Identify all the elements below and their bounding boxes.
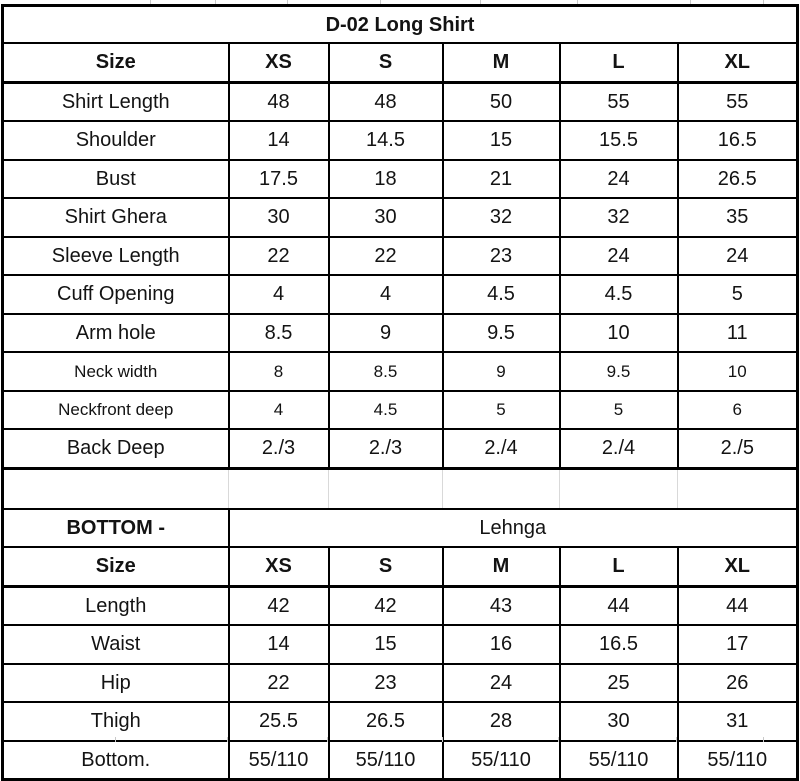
measurement-value: 26.5 <box>678 160 798 199</box>
size-col-xl: XL <box>678 43 798 82</box>
measurement-value: 32 <box>560 198 678 237</box>
measurement-label: Back Deep <box>3 429 229 468</box>
measurement-label: Neckfront deep <box>3 391 229 430</box>
measurement-value: 4.5 <box>443 275 560 314</box>
measurement-label: Shoulder <box>3 121 229 160</box>
measurement-value: 25 <box>560 664 678 703</box>
measurement-value: 30 <box>560 702 678 741</box>
size-chart-table <box>1 4 799 781</box>
size-col-m: M <box>443 43 560 82</box>
measurement-value: 4.5 <box>329 391 443 430</box>
size-header-label: Size <box>3 43 229 82</box>
measurement-value: 9.5 <box>443 314 560 353</box>
measurement-value: 30 <box>329 198 443 237</box>
measurement-value: 11 <box>678 314 798 353</box>
measurement-value: 55/110 <box>560 741 678 780</box>
measurement-label: Sleeve Length <box>3 237 229 276</box>
size-col-xl: XL <box>678 547 798 586</box>
measurement-value: 8.5 <box>229 314 329 353</box>
measurement-value: 4 <box>329 275 443 314</box>
measurement-label: Cuff Opening <box>3 275 229 314</box>
measurement-label: Waist <box>3 625 229 664</box>
measurement-value: 23 <box>329 664 443 703</box>
measurement-value: 35 <box>678 198 798 237</box>
measurement-value: 30 <box>229 198 329 237</box>
table-row <box>3 160 798 199</box>
measurement-value: 9 <box>443 352 560 391</box>
measurement-value: 28 <box>443 702 560 741</box>
measurement-value: 23 <box>443 237 560 276</box>
measurement-value: 4 <box>229 275 329 314</box>
measurement-value: 50 <box>443 82 560 121</box>
measurement-label: Thigh <box>3 702 229 741</box>
measurement-label: Bust <box>3 160 229 199</box>
table-row <box>3 82 798 121</box>
table-row <box>3 741 798 780</box>
measurement-value: 9.5 <box>560 352 678 391</box>
measurement-value: 16.5 <box>678 121 798 160</box>
measurement-value: 17 <box>678 625 798 664</box>
measurement-label: Shirt Length <box>3 82 229 121</box>
measurement-value: 44 <box>560 586 678 625</box>
measurement-value: 2./3 <box>329 429 443 468</box>
empty-cell <box>329 468 443 509</box>
empty-cell <box>678 468 798 509</box>
table-row <box>3 237 798 276</box>
measurement-value: 43 <box>443 586 560 625</box>
size-col-m: M <box>443 547 560 586</box>
measurement-value: 25.5 <box>229 702 329 741</box>
table-row <box>3 198 798 237</box>
measurement-value: 16.5 <box>560 625 678 664</box>
measurement-value: 55 <box>560 82 678 121</box>
measurement-value: 4.5 <box>560 275 678 314</box>
measurement-value: 6 <box>678 391 798 430</box>
measurement-value: 2./4 <box>560 429 678 468</box>
measurement-value: 48 <box>229 82 329 121</box>
empty-cell <box>229 468 329 509</box>
measurement-value: 5 <box>443 391 560 430</box>
size-col-s: S <box>329 547 443 586</box>
chart-title: D-02 Long Shirt <box>3 6 798 44</box>
size-col-l: L <box>560 547 678 586</box>
measurement-value: 14.5 <box>329 121 443 160</box>
measurement-value: 24 <box>678 237 798 276</box>
measurement-value: 26.5 <box>329 702 443 741</box>
table-row <box>3 352 798 391</box>
table-row <box>3 314 798 353</box>
measurement-value: 55 <box>678 82 798 121</box>
bottom-size-header-row <box>3 547 798 586</box>
empty-cell <box>560 468 678 509</box>
shirt-size-header-row <box>3 43 798 82</box>
measurement-value: 17.5 <box>229 160 329 199</box>
measurement-value: 10 <box>560 314 678 353</box>
measurement-label: Shirt Ghera <box>3 198 229 237</box>
measurement-value: 55/110 <box>443 741 560 780</box>
measurement-label: Length <box>3 586 229 625</box>
bottom-garment-name: Lehnga <box>229 509 798 548</box>
measurement-value: 5 <box>560 391 678 430</box>
measurement-label: Hip <box>3 664 229 703</box>
measurement-label: Neck width <box>3 352 229 391</box>
table-row <box>3 429 798 468</box>
bottom-section-label: BOTTOM - <box>3 509 229 548</box>
measurement-value: 2./4 <box>443 429 560 468</box>
measurement-value: 16 <box>443 625 560 664</box>
measurement-value: 22 <box>229 237 329 276</box>
measurement-value: 14 <box>229 625 329 664</box>
measurement-value: 42 <box>229 586 329 625</box>
measurement-value: 48 <box>329 82 443 121</box>
measurement-value: 24 <box>560 237 678 276</box>
empty-cell <box>443 468 560 509</box>
size-col-s: S <box>329 43 443 82</box>
measurement-value: 26 <box>678 664 798 703</box>
size-col-xs: XS <box>229 43 329 82</box>
table-row <box>3 391 798 430</box>
spacer-row <box>3 468 798 509</box>
table-row <box>3 586 798 625</box>
measurement-value: 24 <box>443 664 560 703</box>
table-row <box>3 121 798 160</box>
size-col-l: L <box>560 43 678 82</box>
table-row <box>3 275 798 314</box>
table-row <box>3 6 798 44</box>
measurement-value: 2./3 <box>229 429 329 468</box>
measurement-value: 15 <box>443 121 560 160</box>
size-header-label: Size <box>3 547 229 586</box>
measurement-value: 55/110 <box>229 741 329 780</box>
measurement-value: 15 <box>329 625 443 664</box>
table-row <box>3 664 798 703</box>
measurement-value: 55/110 <box>678 741 798 780</box>
measurement-label: Arm hole <box>3 314 229 353</box>
measurement-value: 21 <box>443 160 560 199</box>
measurement-value: 10 <box>678 352 798 391</box>
measurement-value: 55/110 <box>329 741 443 780</box>
measurement-value: 44 <box>678 586 798 625</box>
measurement-value: 8.5 <box>329 352 443 391</box>
measurement-value: 9 <box>329 314 443 353</box>
measurement-value: 42 <box>329 586 443 625</box>
measurement-value: 32 <box>443 198 560 237</box>
measurement-value: 2./5 <box>678 429 798 468</box>
bottom-section-row <box>3 509 798 548</box>
measurement-value: 15.5 <box>560 121 678 160</box>
measurement-value: 5 <box>678 275 798 314</box>
table-row <box>3 625 798 664</box>
empty-cell <box>3 468 229 509</box>
measurement-value: 4 <box>229 391 329 430</box>
measurement-value: 18 <box>329 160 443 199</box>
measurement-value: 14 <box>229 121 329 160</box>
measurement-label: Bottom. <box>3 741 229 780</box>
measurement-value: 22 <box>229 664 329 703</box>
measurement-value: 24 <box>560 160 678 199</box>
size-col-xs: XS <box>229 547 329 586</box>
measurement-value: 31 <box>678 702 798 741</box>
measurement-value: 22 <box>329 237 443 276</box>
table-row <box>3 702 798 741</box>
measurement-value: 8 <box>229 352 329 391</box>
